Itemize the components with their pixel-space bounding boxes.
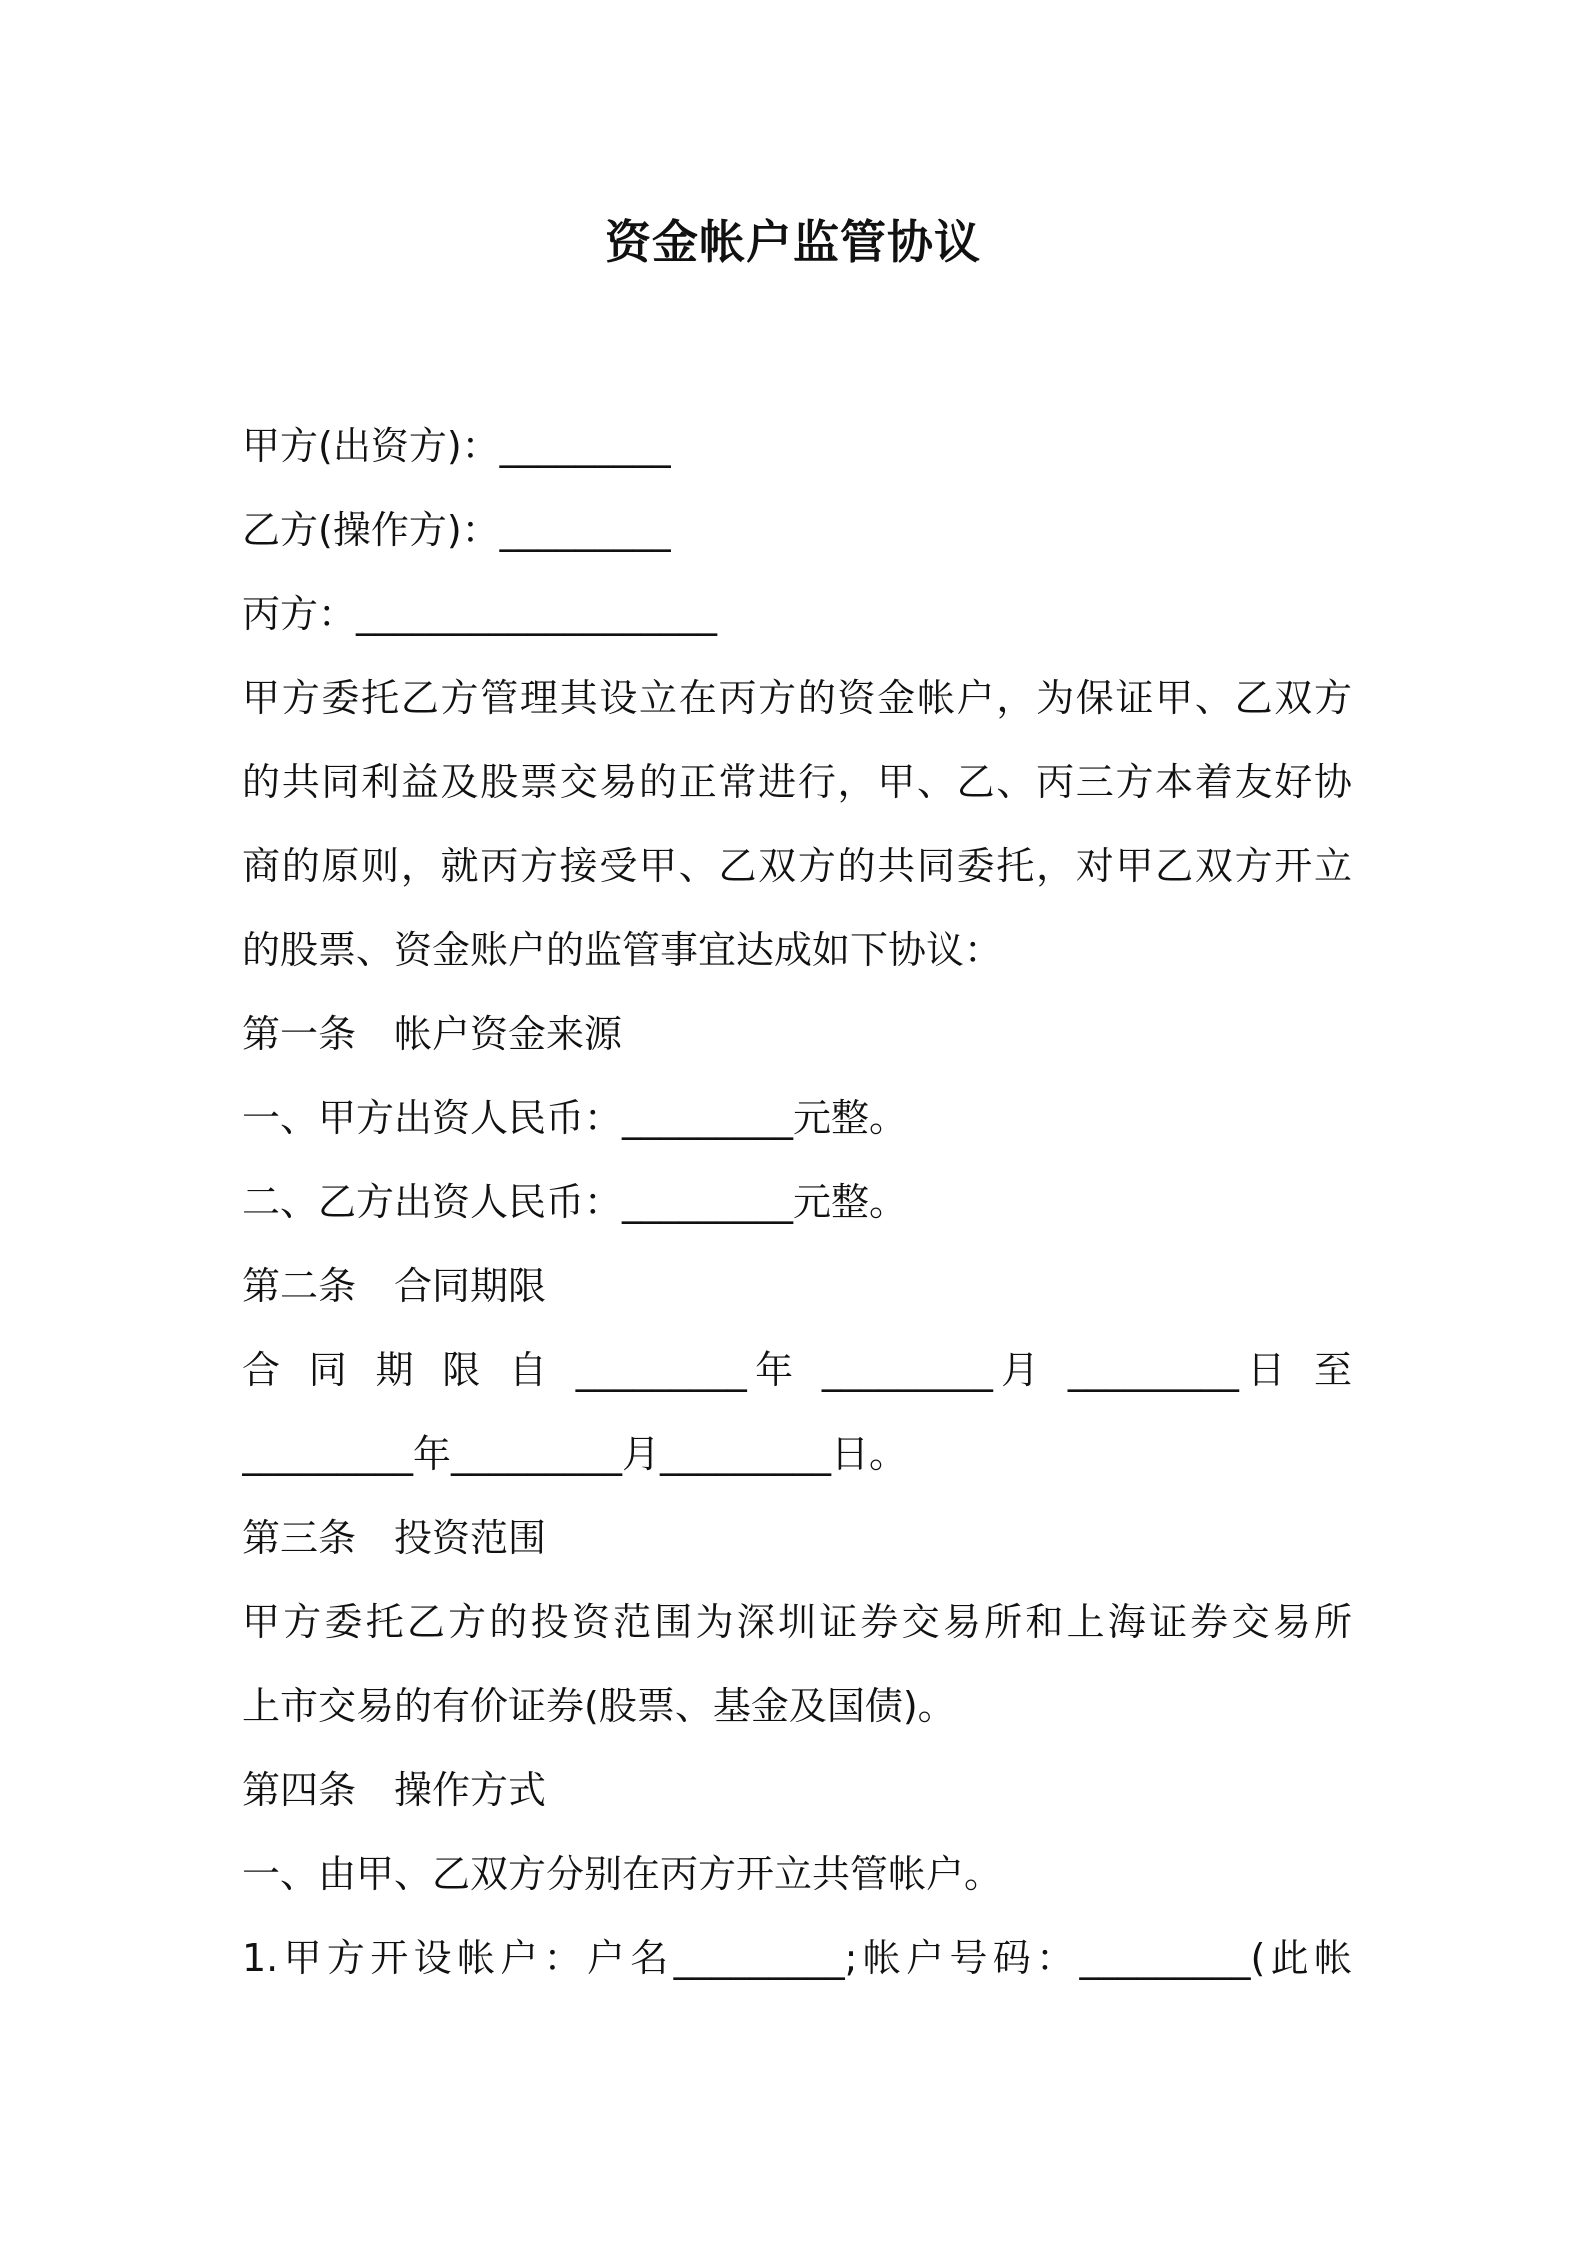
contract-term-line-1: 合 同 期 限 自 _________年 _________月 _________日 至 [242,1348,1352,1392]
operation-item-1-1: 1.甲方开设帐户：户名_________;帐户号码：_________(此帐 [242,1936,1352,1980]
article-4-heading: 第四条 操作方式 [242,1768,547,1812]
investment-scope-line-1: 甲方委托乙方的投资范围为深圳证券交易所和上海证券交易所 [242,1600,1352,1644]
article-2-heading: 第二条 合同期限 [242,1264,547,1308]
preamble-line-2: 的共同利益及股票交易的正常进行，甲、乙、丙三方本着友好协 [242,760,1352,804]
article-1-item-1: 一、甲方出资人民币：_________元整。 [242,1096,908,1140]
operation-item-1: 一、由甲、乙双方分别在丙方开立共管帐户。 [242,1852,1003,1896]
article-1-item-2: 二、乙方出资人民币：_________元整。 [242,1180,908,1224]
contract-term-line-2: _________年_________月_________日。 [242,1432,908,1476]
party-b-line: 乙方(操作方)：_________ [242,508,671,552]
preamble-line-3: 商的原则，就丙方接受甲、乙双方的共同委托，对甲乙双方开立 [242,844,1352,888]
investment-scope-line-2: 上市交易的有价证券(股票、基金及国债)。 [242,1684,956,1728]
article-1-heading: 第一条 帐户资金来源 [242,1012,623,1056]
preamble-line-4: 的股票、资金账户的监管事宜达成如下协议： [242,928,1003,972]
document-body [242,404,1352,2000]
party-a-line: 甲方(出资方)：_________ [242,424,671,468]
preamble-line-1: 甲方委托乙方管理其设立在丙方的资金帐户，为保证甲、乙双方 [242,676,1352,720]
article-3-heading: 第三条 投资范围 [242,1516,547,1560]
party-c-line: 丙方：___________________ [242,592,718,636]
document-title: 资金帐户监管协议 [605,215,981,269]
